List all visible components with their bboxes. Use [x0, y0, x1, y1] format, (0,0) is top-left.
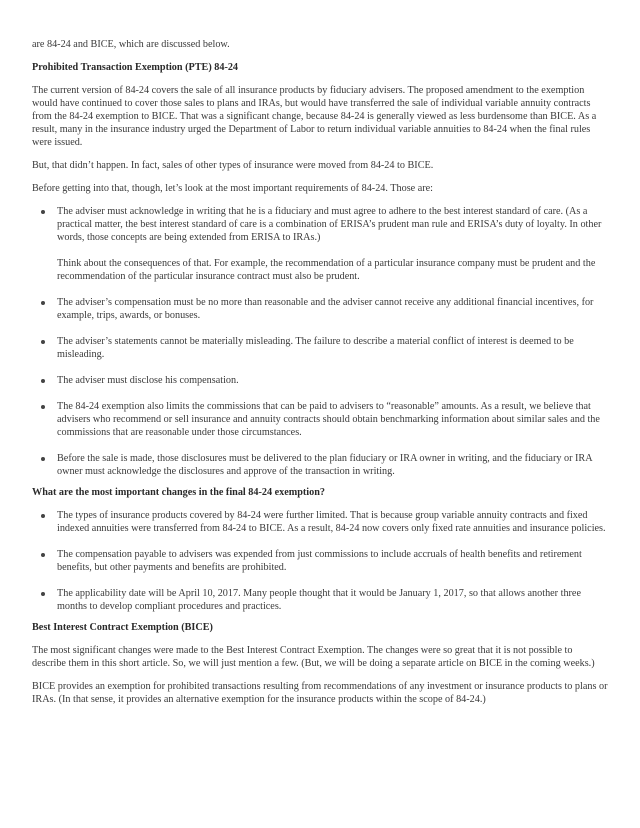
- list-item-text: The adviser must acknowledge in writing that he is a fiduciary and must agree to adhere to the best interest standard of care. (As a practical matter, the best interest standard of care is a combination of ERISA’s prudent man rule and ERISA’s duty of loyalty. In other words, those concepts are being extended from ERISA to IRAs.): [57, 206, 602, 243]
- list-item: [32, 587, 608, 613]
- list-item: [32, 548, 608, 574]
- bullet-icon: [41, 553, 45, 557]
- list-item: [32, 335, 608, 361]
- requirements-list: [32, 205, 608, 478]
- pte-heading: Prohibited Transaction Exemption (PTE) 84-24: [32, 62, 239, 73]
- bice-paragraph-2: BICE provides an exemption for prohibited transactions resulting from recommendations of any investment or insurance products to plans or IRAs. (In that sense, it provides an alternative exemption for the insurance products within the scope of 84-24.): [32, 681, 608, 705]
- article-body: [32, 38, 608, 716]
- bullet-icon: [41, 379, 45, 383]
- list-item: [32, 296, 608, 322]
- list-item-text: The adviser’s compensation must be no more than reasonable and the adviser cannot receive any additional financial incentives, for example, trips, awards, or bonuses.: [57, 297, 594, 321]
- bice-paragraph-1: The most significant changes were made to the Best Interest Contract Exemption. The changes were so great that it is not possible to describe them in this short article. So, we will just mention a few. (But, we will be doing a separate article on BICE in the coming weeks.): [32, 645, 595, 669]
- list-item: [32, 509, 608, 535]
- list-item: [32, 205, 608, 283]
- bullet-icon: [41, 592, 45, 596]
- list-item-text: The compensation payable to advisers was expended from just commissions to include accruals of health benefits and retirement benefits, but other payments and benefits are prohibited.: [57, 549, 582, 573]
- bullet-icon: [41, 301, 45, 305]
- bullet-icon: [41, 514, 45, 518]
- bice-heading: Best Interest Contract Exemption (BICE): [32, 622, 213, 633]
- changes-heading: What are the most important changes in the final 84-24 exemption?: [32, 487, 325, 498]
- pte-paragraph-2: But, that didn’t happen. In fact, sales of other types of insurance were moved from 84-24 to BICE.: [32, 160, 434, 171]
- list-item: [32, 452, 608, 478]
- list-item-text: The adviser’s statements cannot be materially misleading. The failure to describe a material conflict of interest is deemed to be misleading.: [57, 336, 574, 360]
- list-item: [32, 400, 608, 439]
- pte-paragraph-1: The current version of 84-24 covers the sale of all insurance products by fiduciary advisers. The proposed amendment to the exemption would have continued to cover those sales to plans and IRAs, but would have transferred the sale of individual variable annuity contracts from the 84-24 exemption to BICE. That was a significant change, because 84-24 is generally viewed as less burdensome than BICE. As a result, many in the insurance industry urged the Department of Labor to return individual variable annuities to 84-24 when the final rules were issued.: [32, 85, 597, 148]
- bullet-icon: [41, 210, 45, 214]
- changes-list: [32, 509, 608, 613]
- list-item: [32, 374, 608, 387]
- list-item-text: The 84-24 exemption also limits the commissions that can be paid to advisers to “reasonable” amounts. As a result, we believe that advisers who recommend or sell insurance and annuity contracts should obtain benchmarking information about similar sales and the commissions that are reasonable under those circumstances.: [57, 401, 600, 438]
- list-item-subparagraph: Think about the consequences of that. For example, the recommendation of a particular insurance company must be prudent and the recommendation of the particular insurance contract must also be prudent.: [57, 258, 596, 282]
- pte-paragraph-3: Before getting into that, though, let’s look at the most important requirements of 84-24. Those are:: [32, 183, 434, 194]
- bullet-icon: [41, 340, 45, 344]
- bullet-icon: [41, 457, 45, 461]
- intro-tail: are 84-24 and BICE, which are discussed below.: [32, 39, 230, 50]
- list-item-text: The applicability date will be April 10, 2017. Many people thought that it would be January 1, 2017, so that allows another three months to develop compliant procedures and practices.: [57, 588, 581, 612]
- list-item-text: The types of insurance products covered by 84-24 were further limited. That is because group variable annuity contracts and fixed indexed annuities were transferred from 84-24 to BICE. As a result, 84-24 now covers only fixed rate annuities and insurance policies.: [57, 510, 606, 534]
- bullet-icon: [41, 405, 45, 409]
- list-item-text: Before the sale is made, those disclosures must be delivered to the plan fiduciary or IRA owner in writing, and the fiduciary or IRA owner must acknowledge the disclosures and approve of the transaction in writing.: [57, 453, 592, 477]
- list-item-text: The adviser must disclose his compensation.: [57, 375, 239, 386]
